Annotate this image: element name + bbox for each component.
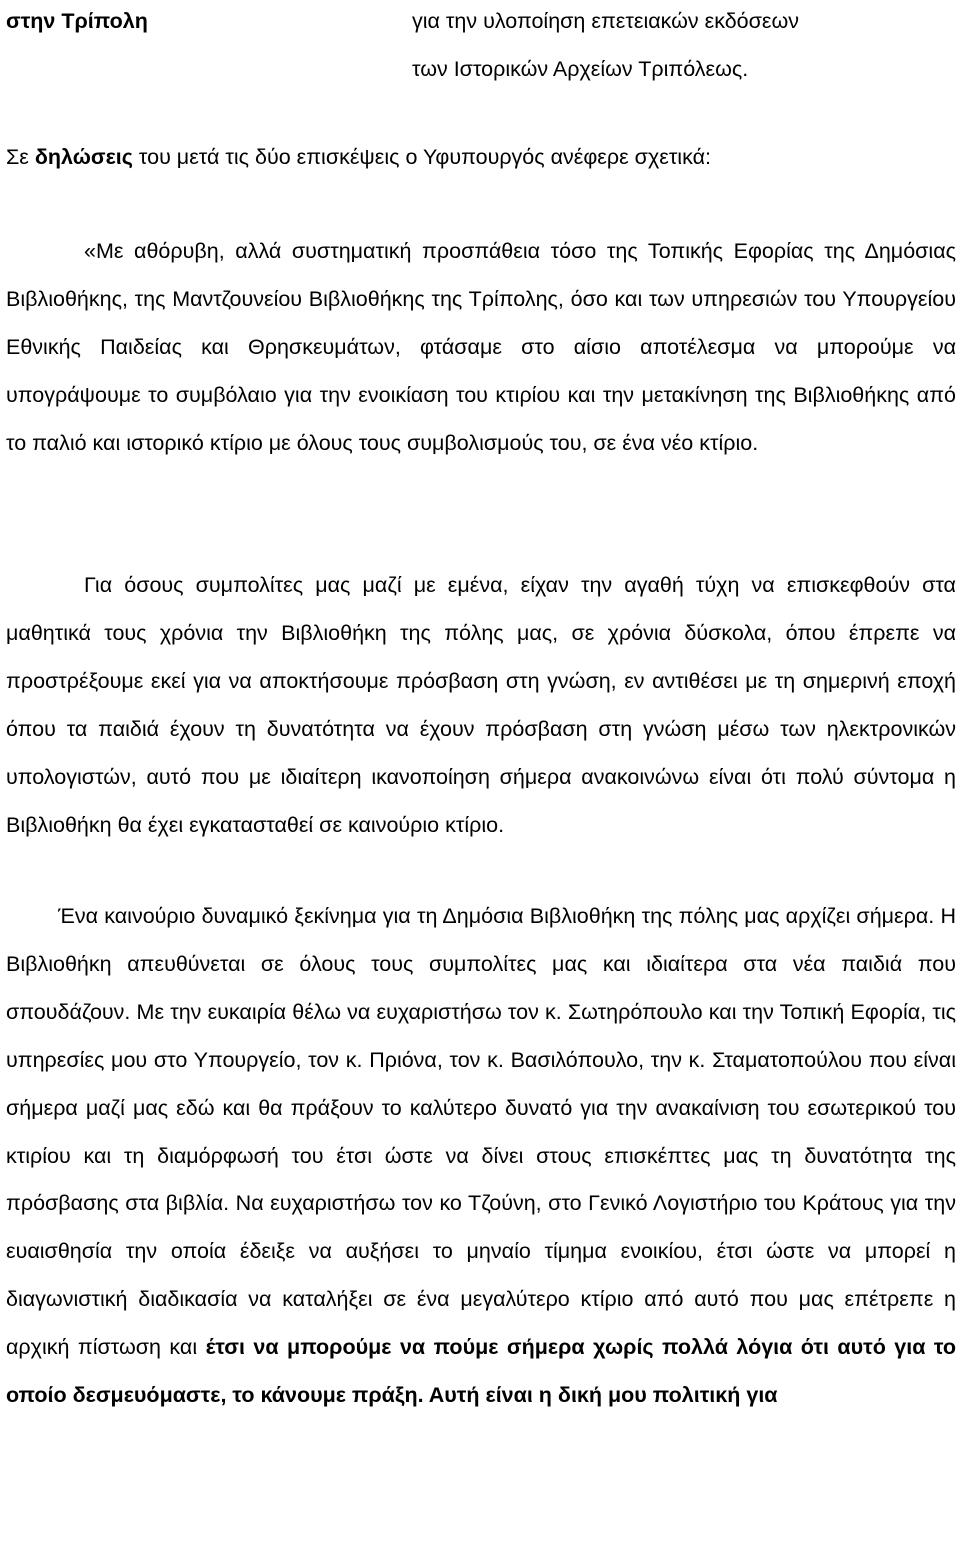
intro-prefix: Σε — [6, 145, 35, 169]
paragraph-1: «Με αθόρυβη, αλλά συστηματική προσπάθεια τόσο της Τοπικής Εφορίας της Δημόσιας Βιβλιοθήκης, της Μαντζουνείου Βιβλιοθήκης της Τρίπολης, όσο και των υπηρεσιών του Υπουργείου Εθνικής Παιδείας και Θρησκευμάτων, φτάσαμε στο αίσιο αποτέλεσμα να μπορούμε να υπογράψουμε το συμβόλαιο για την ενοικίαση του κτιρίου και την μετακίνηση της Βιβλιοθήκης από το παλιό και ιστορικό κτίριο με όλους τους συμβολισμούς του, σε ένα νέο κτίριο. — [6, 239, 956, 455]
header-row — [0, 0, 960, 81]
intro-sentence — [6, 133, 711, 181]
intro-bold-word: δηλώσεις — [34, 145, 133, 169]
paragraph-3-bold: έτσι να μπορούμε να πούμε σήμερα χωρίς πολλά λόγια ότι αυτό για το οποίο δεσμευόμαστε, το κάνουμε πράξη. Αυτή είναι η δική μου πολιτική για — [6, 1335, 957, 1408]
paragraph-3 — [6, 893, 956, 1420]
header-right-text — [412, 0, 952, 93]
paragraph-3-normal: Ένα καινούριο δυναμικό ξεκίνημα για τη Δημόσια Βιβλιοθήκη της πόλης μας αρχίζει σήμερα. Η Βιβλιοθήκη απευθύνεται σε όλους τους συμπολίτες μας και ιδιαίτερα στα νέα παιδιά που σπουδάζουν. Με την ευκαιρία θέλω να ευχαριστήσω τον κ. Σωτηρόπουλο και την Τοπική Εφορία, τις υπηρεσίες μου στο Υπουργείο, τον κ. Πριόνα, τον κ. Βασιλόπουλο, την κ. Σταματοπούλου που είναι σήμερα μαζί μας εδώ και θα πράξουν το καλύτερο δυνατό για την ανακαίνιση του εσωτερικού του κτιρίου και τη διαμόρφωσή του έτσι ώστε να δίνει στους επισκέπτες μας τη δυνατότητα της πρόσβασης στα βιβλία. Να ευχαριστήσω τον κο Τζούνη, στο Γενικό Λογιστήριο του Κράτους για την ευαισθησία την οποία έδειξε να αυξήσει το μηναίο τίμημα ενοικίου, έτσι ώστε να μπορεί η διαγωνιστική διαδικασία να καταλήξει σε ένα μεγαλύτερο κτίριο από αυτό που μας επέτρεπε η αρχική πίστωση και — [6, 904, 956, 1360]
header-right-line-1: για την υλοποίηση επετειακών εκδόσεων — [412, 9, 800, 33]
header-location-title: στην Τρίπολη — [6, 9, 148, 33]
header-right-line-2: των Ιστορικών Αρχείων Τριπόλεως. — [412, 57, 749, 81]
paragraph-2: Για όσους συμπολίτες μας μαζί με εμένα, είχαν την αγαθή τύχη να επισκεφθούν στα μαθητικά τους χρόνια την Βιβλιοθήκη της πόλης μας, σε χρόνια δύσκολα, όπου έπρεπε να προστρέξουμε εκεί για να αποκτήσουμε πρόσβαση στη γνώση, εν αντιθέσει με τη σημερινή εποχή όπου τα παιδιά έχουν τη δυνατότητα να έχουν πρόσβαση στη γνώση μέσω των ηλεκτρονικών υπολογιστών, αυτό που με ιδιαίτερη ικανοποίηση σήμερα ανακοινώνω είναι ότι πολύ σύντομα η Βιβλιοθήκη θα έχει εγκατασταθεί σε καινούριο κτίριο. — [6, 573, 956, 837]
intro-suffix: του μετά τις δύο επισκέψεις ο Υφυπουργός ανέφερε σχετικά: — [132, 145, 711, 169]
